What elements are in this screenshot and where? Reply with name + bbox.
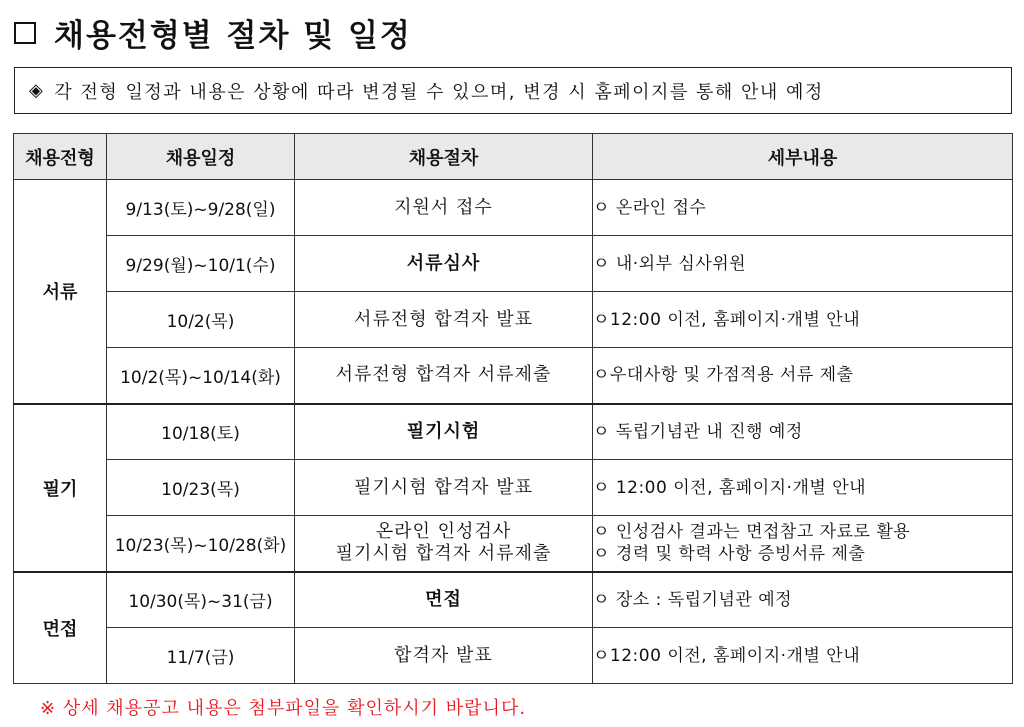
table-row <box>14 292 1013 348</box>
category-written: 필기 <box>14 404 107 572</box>
row-detail: ㅇ 장소 : 독립기념관 예정 <box>593 572 1013 628</box>
row-detail: ㅇ우대사항 및 가점적용 서류 제출 <box>593 348 1013 404</box>
table-row <box>14 460 1013 516</box>
row-step <box>295 516 593 572</box>
row-detail: ㅇ12:00 이전, 홈페이지·개별 안내 <box>593 292 1013 348</box>
diamond-bullet-icon: ◈ <box>29 80 45 101</box>
row-date: 9/29(월)~10/1(수) <box>107 236 295 292</box>
row-date: 11/7(금) <box>107 628 295 684</box>
row-step: 서류전형 합격자 발표 <box>295 292 593 348</box>
table-row <box>14 180 1013 236</box>
footer-note: ※ 상세 채용공고 내용은 첨부파일을 확인하시기 바랍니다. <box>40 698 527 719</box>
page-title <box>14 10 412 54</box>
category-document: 서류 <box>14 180 107 404</box>
table-row <box>14 572 1013 628</box>
row-step-line: 온라인 인성검사 <box>375 521 512 543</box>
table-row <box>14 404 1013 460</box>
table-header-row <box>14 134 1013 180</box>
row-detail-line: ㅇ 인성검사 결과는 면접참고 자료로 활용 <box>593 522 911 543</box>
table-row <box>14 628 1013 684</box>
row-date: 10/23(목) <box>107 460 295 516</box>
notice-text: 각 전형 일정과 내용은 상황에 따라 변경될 수 있으며, 변경 시 홈페이지를 통해 안내 예정 <box>54 81 824 103</box>
row-date: 10/2(목)~10/14(화) <box>107 348 295 404</box>
row-detail: ㅇ 온라인 접수 <box>593 180 1013 236</box>
header-procedure: 채용절차 <box>295 134 593 180</box>
row-date: 10/30(목)~31(금) <box>107 572 295 628</box>
row-step: 면접 <box>295 572 593 628</box>
table-row <box>14 348 1013 404</box>
row-step: 필기시험 합격자 발표 <box>295 460 593 516</box>
row-step: 서류심사 <box>295 236 593 292</box>
row-detail: ㅇ12:00 이전, 홈페이지·개별 안내 <box>593 628 1013 684</box>
row-detail <box>593 516 1013 572</box>
row-date: 10/18(토) <box>107 404 295 460</box>
row-date: 9/13(토)~9/28(일) <box>107 180 295 236</box>
category-interview: 면접 <box>14 572 107 684</box>
checkbox-icon <box>14 22 36 44</box>
schedule-table <box>13 133 1013 684</box>
row-step: 필기시험 <box>295 404 593 460</box>
row-step: 지원서 접수 <box>295 180 593 236</box>
table-row <box>14 236 1013 292</box>
row-step: 서류전형 합격자 서류제출 <box>295 348 593 404</box>
row-detail-line: ㅇ 경력 및 학력 사항 증빙서류 제출 <box>593 544 866 565</box>
notice-box <box>14 67 1012 114</box>
row-step: 합격자 발표 <box>295 628 593 684</box>
header-schedule: 채용일정 <box>107 134 295 180</box>
row-date: 10/23(목)~10/28(화) <box>107 516 295 572</box>
row-date: 10/2(목) <box>107 292 295 348</box>
row-detail: ㅇ 내·외부 심사위원 <box>593 236 1013 292</box>
page-title-text: 채용전형별 절차 및 일정 <box>54 17 412 54</box>
header-details: 세부내용 <box>593 134 1013 180</box>
row-detail: ㅇ 12:00 이전, 홈페이지·개별 안내 <box>593 460 1013 516</box>
header-category: 채용전형 <box>14 134 107 180</box>
table-row <box>14 516 1013 572</box>
row-detail: ㅇ 독립기념관 내 진행 예정 <box>593 404 1013 460</box>
row-step-line: 필기시험 합격자 서류제출 <box>335 543 552 565</box>
